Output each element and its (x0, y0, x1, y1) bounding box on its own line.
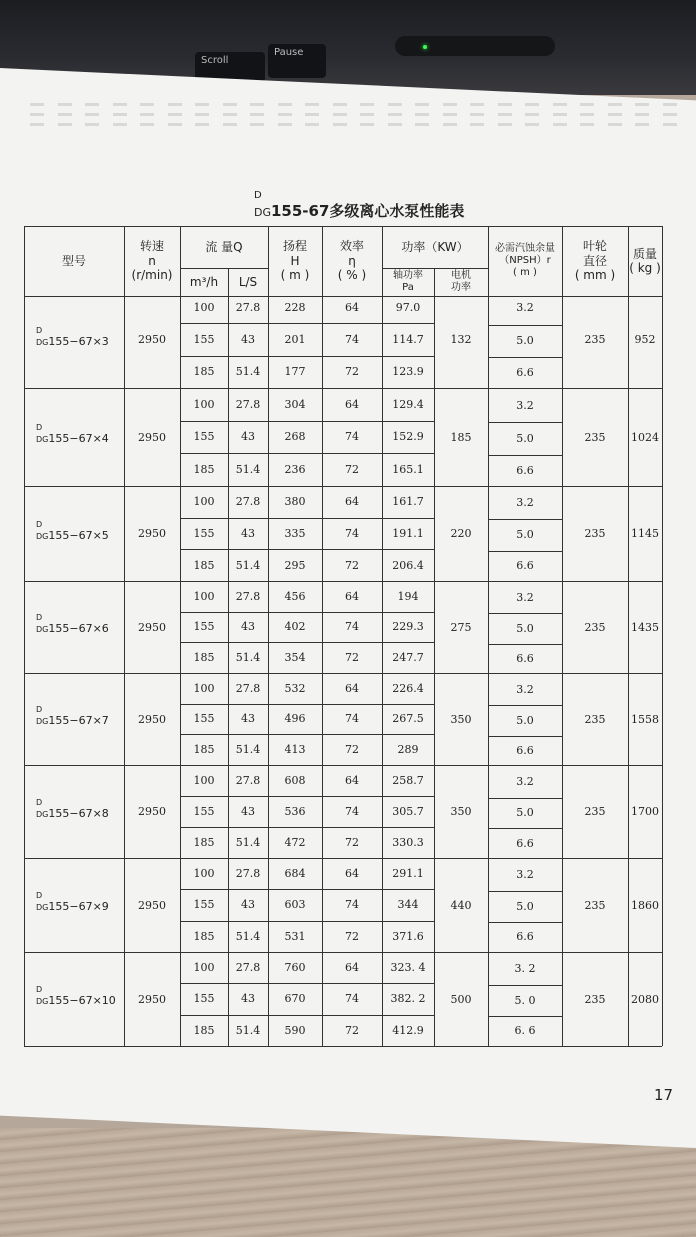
flow-ls-cell: 51.4 (235, 1023, 261, 1037)
flow-ls-cell: 27.8 (235, 867, 261, 881)
shaft-power-cell: 371.6 (392, 929, 424, 943)
npsh-cell: 5.0 (516, 621, 534, 635)
npsh-cell: 6.6 (516, 930, 534, 944)
model-prefix: DG (36, 435, 49, 444)
header-efficiency-line: 效率 (339, 239, 364, 254)
flow-ls-cell: 51.4 (235, 463, 261, 477)
efficiency-cell: 64 (345, 397, 359, 411)
motor-power-cell: 185 (450, 430, 472, 444)
model-number: 155−67×4 (48, 432, 109, 445)
head-cell: 684 (284, 867, 306, 881)
npsh-cell: 6.6 (516, 743, 534, 757)
header-stripe-mark (525, 103, 539, 133)
group-rule (24, 1046, 662, 1047)
title-prefix: DG (254, 206, 271, 219)
flow-ls-cell: 43 (241, 332, 255, 346)
motor-power-cell: 132 (450, 333, 472, 346)
speed-cell: 2950 (138, 712, 166, 726)
header-speed-line: (r/min) (131, 268, 173, 283)
efficiency-cell: 74 (345, 430, 359, 444)
header-stripe-mark (85, 103, 99, 133)
flow-m3h-cell: 100 (193, 867, 215, 881)
header-npsh-line: 必需汽蚀余量 (495, 243, 555, 254)
model-name (36, 432, 109, 445)
shaft-power-cell: 305.7 (392, 805, 424, 818)
impeller-cell: 235 (584, 430, 606, 444)
header-power (382, 226, 488, 268)
scroll-key: Scroll (195, 52, 265, 82)
model-number: 155−67×5 (48, 528, 109, 542)
title-name: 155-67多级离心水泵性能表 (271, 202, 465, 220)
header-stripe-mark (553, 103, 567, 133)
model-number: 155−67×8 (48, 806, 109, 820)
flow-ls-cell: 51.4 (235, 558, 261, 572)
header-flow-m3h-line: m³/h (189, 274, 219, 289)
motor-power-cell: 220 (450, 527, 472, 540)
flow-m3h-cell: 100 (193, 397, 215, 411)
header-impeller (562, 226, 628, 296)
shaft-power-cell: 291.1 (392, 867, 424, 881)
header-stripe-mark (58, 103, 72, 133)
model-number: 155−67×7 (48, 714, 109, 727)
head-cell: 670 (284, 992, 306, 1006)
head-cell: 380 (284, 495, 306, 509)
efficiency-cell: 72 (345, 1023, 359, 1037)
header-head (268, 226, 322, 296)
header-impeller-line: 直径 (582, 253, 607, 268)
efficiency-cell: 64 (345, 867, 359, 881)
motor-power-cell: 500 (450, 992, 472, 1006)
head-cell: 295 (284, 558, 306, 572)
efficiency-cell: 74 (345, 898, 359, 912)
header-flow-line: 流 量Q (205, 239, 243, 254)
efficiency-cell: 64 (345, 495, 359, 509)
header-model (24, 226, 124, 296)
table-left-border (24, 226, 25, 1046)
impeller-cell: 235 (584, 805, 606, 818)
model-prefix: DG (36, 625, 49, 634)
efficiency-cell: 72 (345, 463, 359, 477)
npsh-cell: 5.0 (516, 528, 534, 542)
model-number: 155−67×6 (48, 622, 109, 635)
header-stripe-mark (580, 103, 594, 133)
power-led-icon (423, 45, 427, 49)
flow-m3h-cell: 155 (193, 712, 215, 726)
header-stripe-mark (415, 103, 429, 133)
impeller-cell: 235 (584, 992, 606, 1006)
npsh-cell: 5.0 (516, 806, 534, 820)
header-shaft-power-line: Pa (402, 282, 414, 293)
model-name (36, 994, 116, 1007)
header-stripe-mark (30, 103, 44, 133)
header-motor-power-line: 功率 (451, 282, 471, 293)
flow-ls-cell: 51.4 (235, 836, 261, 849)
speed-cell: 2950 (138, 527, 166, 540)
flow-ls-cell: 27.8 (235, 495, 261, 509)
flow-m3h-cell: 185 (193, 463, 215, 477)
flow-ls-cell: 27.8 (235, 774, 261, 787)
head-cell: 402 (284, 620, 306, 634)
flow-ls-cell: 43 (241, 805, 255, 818)
header-efficiency-line: η (348, 253, 356, 268)
header-impeller-line: ( mm ) (574, 268, 616, 283)
shaft-power-cell: 382. 2 (390, 992, 426, 1006)
header-mass-line: ( kg ) (629, 261, 661, 275)
npsh-cell: 5.0 (516, 713, 534, 727)
flow-ls-cell: 43 (241, 898, 255, 912)
header-stripe-mark (470, 103, 484, 133)
header-stripe-mark (608, 103, 622, 133)
efficiency-cell: 72 (345, 558, 359, 572)
shaft-power-cell: 129.4 (392, 397, 424, 411)
efficiency-cell: 74 (345, 992, 359, 1006)
model-name (36, 807, 109, 820)
efficiency-cell: 74 (345, 620, 359, 634)
title-text (254, 200, 464, 221)
mass-cell: 952 (634, 333, 656, 346)
shaft-power-cell: 412.9 (392, 1023, 424, 1037)
header-stripe-mark (278, 103, 292, 133)
speed-cell: 2950 (138, 430, 166, 444)
header-stripe-mark (223, 103, 237, 133)
shaft-power-cell: 161.7 (392, 495, 424, 509)
flow-m3h-cell: 155 (193, 332, 215, 346)
shaft-power-cell: 226.4 (392, 681, 424, 695)
model-prefix: DG (36, 717, 49, 726)
efficiency-cell: 72 (345, 365, 359, 379)
flow-ls-cell: 43 (241, 620, 255, 634)
header-flow (180, 226, 268, 268)
model-prefix: DG (36, 809, 49, 819)
mass-cell: 1700 (631, 805, 659, 818)
mass-cell: 1558 (631, 712, 659, 726)
head-cell: 228 (284, 300, 306, 314)
header-stripe-mark (360, 103, 374, 133)
mass-cell: 1024 (631, 430, 659, 444)
flow-m3h-cell: 100 (193, 495, 215, 509)
npsh-cell: 3. 2 (514, 961, 536, 975)
pause-key: Pause (268, 44, 326, 78)
speed-cell: 2950 (138, 898, 166, 912)
header-npsh-line: ( m ) (513, 267, 537, 278)
shaft-power-cell: 97.0 (395, 300, 421, 314)
flow-ls-cell: 43 (241, 430, 255, 444)
model-superscript: D (36, 325, 43, 335)
model-name (36, 529, 109, 542)
efficiency-cell: 74 (345, 805, 359, 818)
efficiency-cell: 74 (345, 712, 359, 726)
mass-cell: 2080 (631, 992, 659, 1006)
header-head-line: ( m ) (280, 268, 310, 283)
mass-cell: 1860 (631, 898, 659, 912)
flow-ls-cell: 51.4 (235, 365, 261, 379)
efficiency-cell: 74 (345, 332, 359, 346)
model-superscript: D (36, 985, 43, 994)
title-superscript: D (254, 190, 262, 201)
npsh-cell: 3.2 (516, 682, 534, 696)
header-stripe-mark (250, 103, 264, 133)
motor-power-cell: 350 (450, 712, 472, 726)
flow-ls-cell: 27.8 (235, 961, 261, 975)
head-cell: 335 (284, 526, 306, 540)
flow-m3h-cell: 185 (193, 743, 215, 757)
header-efficiency-line: ( % ) (337, 268, 367, 283)
header-mass (628, 226, 662, 296)
model-superscript: D (36, 613, 43, 622)
speed-cell: 2950 (138, 620, 166, 634)
shaft-power-cell: 152.9 (392, 430, 424, 444)
impeller-cell: 235 (584, 898, 606, 912)
head-cell: 354 (284, 651, 306, 665)
head-cell: 603 (284, 898, 306, 912)
head-cell: 472 (284, 836, 306, 849)
shaft-power-cell: 194 (397, 589, 419, 603)
npsh-cell: 3.2 (516, 301, 534, 315)
header-model-line: 型号 (61, 253, 86, 268)
flow-m3h-cell: 100 (193, 774, 215, 787)
efficiency-cell: 74 (345, 526, 359, 540)
model-superscript: D (36, 519, 43, 529)
efficiency-cell: 64 (345, 961, 359, 975)
head-cell: 496 (284, 712, 306, 726)
speed-cell: 2950 (138, 805, 166, 818)
efficiency-cell: 72 (345, 836, 359, 849)
npsh-cell: 3.2 (516, 774, 534, 788)
head-cell: 536 (284, 805, 306, 818)
model-name (36, 622, 109, 635)
model-number: 155−67×3 (48, 334, 109, 348)
header-stripe-mark (195, 103, 209, 133)
header-stripe-mark (498, 103, 512, 133)
model-superscript: D (36, 705, 43, 714)
motor-power-cell: 440 (450, 898, 472, 912)
impeller-cell: 235 (584, 527, 606, 540)
header-stripe-mark (168, 103, 182, 133)
flow-m3h-cell: 185 (193, 1023, 215, 1037)
header-shaft-power-line: 轴功率 (393, 270, 423, 281)
shaft-power-cell: 165.1 (392, 463, 424, 477)
shaft-power-cell: 229.3 (392, 620, 424, 634)
head-cell: 531 (284, 929, 306, 943)
shaft-power-cell: 289 (397, 743, 419, 757)
npsh-cell: 6.6 (516, 836, 534, 850)
header-head-line: 扬程 (282, 239, 307, 254)
flow-m3h-cell: 155 (193, 805, 215, 818)
efficiency-cell: 64 (345, 589, 359, 603)
flow-m3h-cell: 100 (193, 681, 215, 695)
header-stripe-mark (635, 103, 649, 133)
npsh-cell: 3.2 (516, 867, 534, 881)
head-cell: 236 (284, 463, 306, 477)
header-mass-line: 质量 (632, 246, 657, 261)
header-stripe-mark (140, 103, 154, 133)
impeller-cell: 235 (584, 620, 606, 634)
npsh-cell: 5.0 (516, 431, 534, 445)
efficiency-cell: 64 (345, 774, 359, 787)
header-stripe-mark (443, 103, 457, 133)
flow-m3h-cell: 100 (193, 300, 215, 314)
motor-power-cell: 275 (450, 620, 472, 634)
model-superscript: D (36, 891, 43, 900)
flow-ls-cell: 27.8 (235, 589, 261, 603)
model-superscript: D (36, 423, 43, 432)
efficiency-cell: 64 (345, 681, 359, 695)
flow-ls-cell: 51.4 (235, 929, 261, 943)
model-prefix: DG (36, 997, 49, 1006)
shaft-power-cell: 330.3 (392, 836, 424, 849)
efficiency-cell: 72 (345, 929, 359, 943)
header-npsh-line: （NPSH）r (499, 255, 551, 266)
flow-ls-cell: 51.4 (235, 743, 261, 757)
header-speed-line: 转速 (139, 239, 164, 254)
mass-cell: 1145 (631, 527, 659, 540)
desk-surface (0, 1128, 696, 1237)
motor-power-cell: 350 (450, 805, 472, 818)
shaft-power-cell: 258.7 (392, 774, 424, 787)
npsh-cell: 3.2 (516, 496, 534, 510)
model-prefix: DG (36, 903, 49, 912)
flow-ls-cell: 43 (241, 526, 255, 540)
header-stripe-mark (388, 103, 402, 133)
flow-m3h-cell: 100 (193, 589, 215, 603)
flow-m3h-cell: 155 (193, 526, 215, 540)
head-cell: 304 (284, 397, 306, 411)
head-cell: 590 (284, 1023, 306, 1037)
head-cell: 268 (284, 430, 306, 444)
head-cell: 760 (284, 961, 306, 975)
header-stripe-mark (333, 103, 347, 133)
speed-cell: 2950 (138, 992, 166, 1006)
flow-ls-cell: 43 (241, 992, 255, 1006)
indicator-strip (395, 36, 555, 56)
npsh-cell: 6. 6 (514, 1024, 536, 1038)
model-number: 155−67×9 (48, 900, 109, 913)
shaft-power-cell: 191.1 (392, 526, 424, 540)
head-cell: 413 (284, 743, 306, 757)
flow-m3h-cell: 155 (193, 898, 215, 912)
flow-m3h-cell: 185 (193, 558, 215, 572)
flow-m3h-cell: 155 (193, 992, 215, 1006)
model-superscript: D (36, 797, 43, 807)
npsh-cell: 6.6 (516, 651, 534, 665)
efficiency-cell: 64 (345, 300, 359, 314)
npsh-cell: 3.2 (516, 398, 534, 412)
page-title (200, 190, 520, 220)
model-name (36, 335, 109, 348)
npsh-cell: 3.2 (516, 590, 534, 604)
model-name (36, 714, 109, 727)
model-name (36, 900, 109, 913)
flow-ls-cell: 27.8 (235, 681, 261, 695)
model-prefix: DG (36, 531, 49, 541)
impeller-cell: 235 (584, 712, 606, 726)
shaft-power-cell: 114.7 (392, 332, 424, 346)
header-efficiency (322, 226, 382, 296)
flow-m3h-cell: 185 (193, 929, 215, 943)
shaft-power-cell: 344 (397, 898, 419, 912)
shaft-power-cell: 206.4 (392, 558, 424, 572)
header-decoration (30, 103, 690, 133)
efficiency-cell: 72 (345, 651, 359, 665)
npsh-cell: 5. 0 (514, 993, 536, 1007)
flow-ls-cell: 27.8 (235, 300, 261, 314)
header-head-line: H (290, 253, 300, 268)
head-cell: 177 (284, 365, 306, 379)
flow-m3h-cell: 185 (193, 836, 215, 849)
model-prefix: DG (36, 337, 49, 347)
header-power-line: 功率（KW） (401, 239, 469, 254)
npsh-cell: 5.0 (516, 334, 534, 348)
head-cell: 608 (284, 774, 306, 787)
header-speed (124, 226, 180, 296)
impeller-cell: 235 (584, 333, 606, 346)
table-right-border (662, 226, 663, 1046)
flow-m3h-cell: 185 (193, 651, 215, 665)
header-stripe-mark (113, 103, 127, 133)
npsh-cell: 5.0 (516, 899, 534, 913)
flow-ls-cell: 51.4 (235, 651, 261, 665)
npsh-cell: 6.6 (516, 463, 534, 477)
head-cell: 456 (284, 589, 306, 603)
npsh-cell: 6.6 (516, 365, 534, 379)
shaft-power-cell: 323. 4 (390, 961, 426, 975)
shaft-power-cell: 267.5 (392, 712, 424, 726)
header-stripe-mark (663, 103, 677, 133)
header-speed-line: n (148, 253, 156, 268)
npsh-cell: 6.6 (516, 559, 534, 573)
head-cell: 532 (284, 681, 306, 695)
header-flow-ls-line: L/S (238, 274, 258, 289)
model-number: 155−67×10 (48, 994, 116, 1007)
page-number: 17 (654, 1086, 674, 1104)
mass-cell: 1435 (631, 620, 659, 634)
shaft-power-cell: 247.7 (392, 651, 424, 665)
header-motor-power-line: 电机 (451, 270, 471, 281)
flow-ls-cell: 43 (241, 712, 255, 726)
efficiency-cell: 72 (345, 743, 359, 757)
header-npsh (488, 226, 562, 296)
flow-m3h-cell: 185 (193, 365, 215, 379)
flow-m3h-cell: 155 (193, 620, 215, 634)
header-impeller-line: 叶轮 (582, 239, 607, 254)
flow-m3h-cell: 155 (193, 430, 215, 444)
flow-m3h-cell: 100 (193, 961, 215, 975)
head-cell: 201 (284, 332, 306, 346)
header-stripe-mark (305, 103, 319, 133)
flow-ls-cell: 27.8 (235, 397, 261, 411)
shaft-power-cell: 123.9 (392, 365, 424, 379)
speed-cell: 2950 (138, 333, 166, 346)
